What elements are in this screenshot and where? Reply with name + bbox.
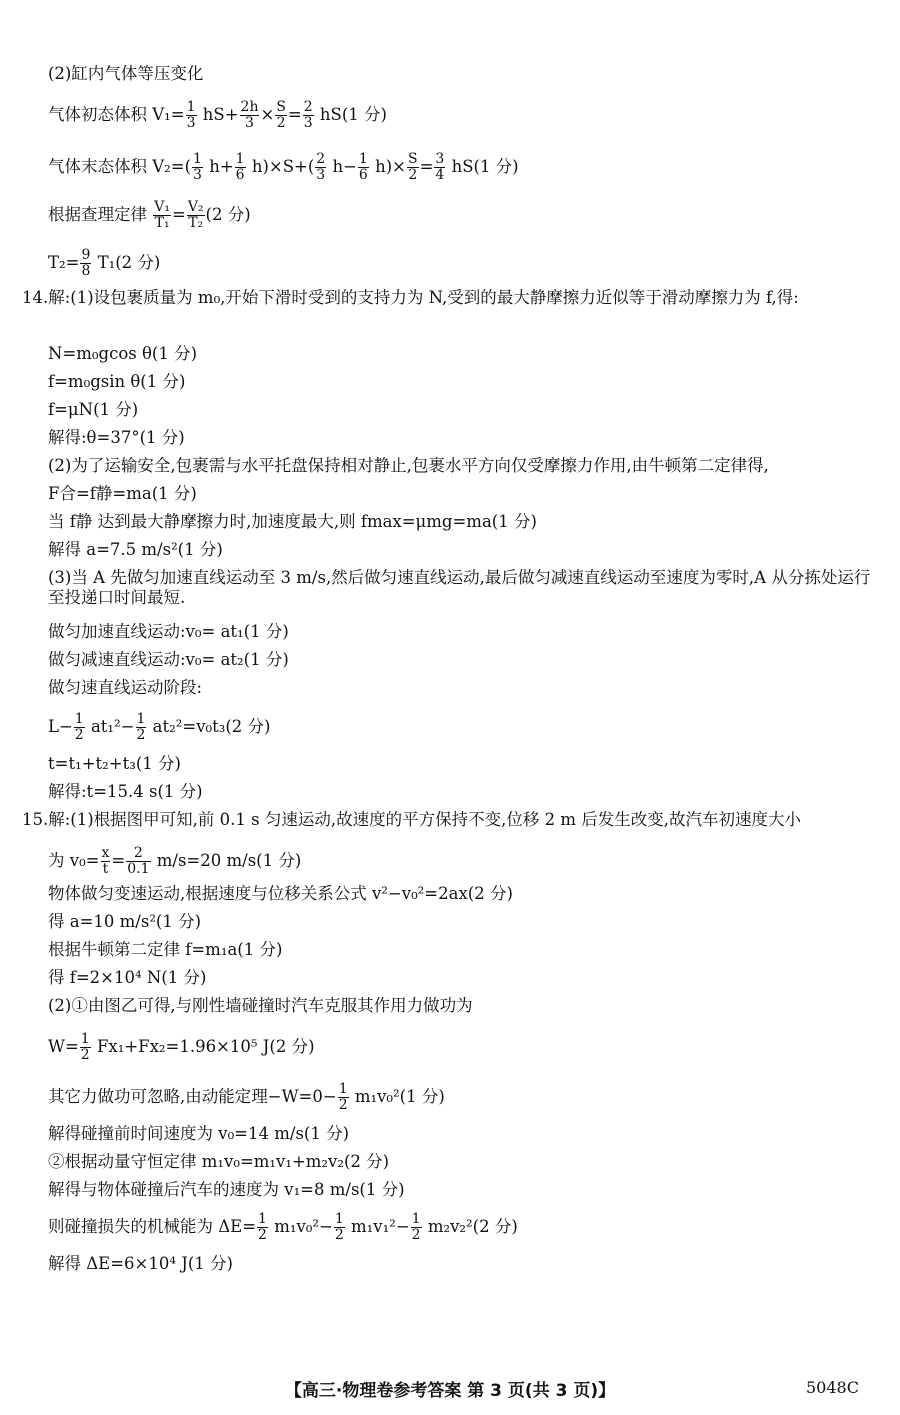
answer-line: 解得:t=15.4 s(1 分) <box>48 782 203 801</box>
answer-line: F合=f静=ma(1 分) <box>48 484 197 503</box>
answer-line: N=m₀gcos θ(1 分) <box>48 344 198 363</box>
answer-line: 得 a=10 m/s²(1 分) <box>48 912 202 931</box>
answer-line: 15.解:(1)根据图甲可知,前 0.1 s 匀速运动,故速度的平方保持不变,位移 2 m 后发生改变,故汽车初速度大小 <box>22 810 801 829</box>
answer-line: (3)当 A 先做匀加速直线运动至 3 m/s,然后做匀速直线运动,最后做匀减速直线运动至速度为零时,A 从分拣处运行至投递口时间最短. <box>48 568 871 607</box>
answer-line: 解得 a=7.5 m/s²(1 分) <box>48 540 223 559</box>
answer-line: 气体初态体积 V₁= $\frac{1}{3}$ hS+ $\frac{2h}{3}$ × $\frac{S}{2}$ = $\frac{2}{3}$ hS(1 分) <box>48 99 387 131</box>
answer-line: L− $\frac{1}{2}$ at₁²− $\frac{1}{2}$ at₂²=v₀t₃(2 分) <box>48 711 271 743</box>
answer-line: ②根据动量守恒定律 m₁v₀=m₁v₁+m₂v₂(2 分) <box>48 1152 390 1171</box>
answer-line: (2)缸内气体等压变化 <box>48 64 204 83</box>
answer-line: 物体做匀变速运动,根据速度与位移关系公式 v²−v₀²=2ax(2 分) <box>48 884 513 903</box>
answer-line: 14.解:(1)设包裹质量为 m₀,开始下滑时受到的支持力为 N,受到的最大静摩擦力近似等于滑动摩擦力为 f,得: <box>22 288 799 307</box>
answer-line: T₂= $\frac{9}{8}$ T₁(2 分) <box>48 247 161 279</box>
answer-line: 则碰撞损失的机械能为 ΔE= $\frac{1}{2}$ m₁v₀²− $\frac{1}{2}$ m₁v₁²− $\frac{1}{2}$ m₂v₂²(2 分) <box>48 1211 518 1243</box>
page-footer: 【高三·物理卷参考答案 第 3 页(共 3 页)】 <box>284 1381 616 1401</box>
answer-line: 解得与物体碰撞后汽车的速度为 v₁=8 m/s(1 分) <box>48 1180 405 1199</box>
answer-line: f=m₀gsin θ(1 分) <box>48 372 186 391</box>
answer-line: 为 v₀= $\frac{x}{t}$ = $\frac{2}{0.1}$ m/s=20 m/s(1 分) <box>48 845 302 877</box>
answer-line: 做匀加速直线运动:v₀= at₁(1 分) <box>48 622 289 641</box>
answer-line: 解得:θ=37°(1 分) <box>48 428 185 447</box>
answer-line: 其它力做功可忽略,由动能定理−W=0− $\frac{1}{2}$ m₁v₀²(1 分) <box>48 1081 445 1113</box>
answer-line: 做匀速直线运动阶段: <box>48 678 203 697</box>
answer-line: t=t₁+t₂+t₃(1 分) <box>48 754 181 773</box>
answer-line: 做匀减速直线运动:v₀= at₂(1 分) <box>48 650 289 669</box>
answer-line: W= $\frac{1}{2}$ Fx₁+Fx₂=1.96×10⁵ J(2 分) <box>48 1031 315 1063</box>
answer-line: 根据查理定律 $\frac{\text{V₁}}{\text{T₁}}$ = $\frac{\text{V₂}}{\text{T₂}}$ (2 分) <box>48 199 251 231</box>
answer-line: (2)①由图乙可得,与刚性墙碰撞时汽车克服其作用力做功为 <box>48 996 473 1015</box>
answer-line: 解得 ΔE=6×10⁴ J(1 分) <box>48 1254 233 1273</box>
answer-line: (2)为了运输安全,包裹需与水平托盘保持相对静止,包裹水平方向仅受摩擦力作用,由牛顿第二定律得, <box>48 456 769 475</box>
answer-line: 得 f=2×10⁴ N(1 分) <box>48 968 207 987</box>
answer-line: 根据牛顿第二定律 f=m₁a(1 分) <box>48 940 283 959</box>
answer-line: 解得碰撞前时间速度为 v₀=14 m/s(1 分) <box>48 1124 350 1143</box>
answer-line: 当 f静 达到最大静摩擦力时,加速度最大,则 fmax=μmg=ma(1 分) <box>48 512 537 531</box>
answer-line: 气体末态体积 V₂=( $\frac{1}{3}$ h+ $\frac{1}{6}$ h)×S+( $\frac{2}{3}$ h− $\frac{1}{6}$ h)× $\frac{S}{2}$ = $\frac{3}{4}$ hS(1 分) <box>48 151 519 183</box>
answer-line: f=μN(1 分) <box>48 400 139 419</box>
document-code: 5048C <box>806 1378 859 1397</box>
